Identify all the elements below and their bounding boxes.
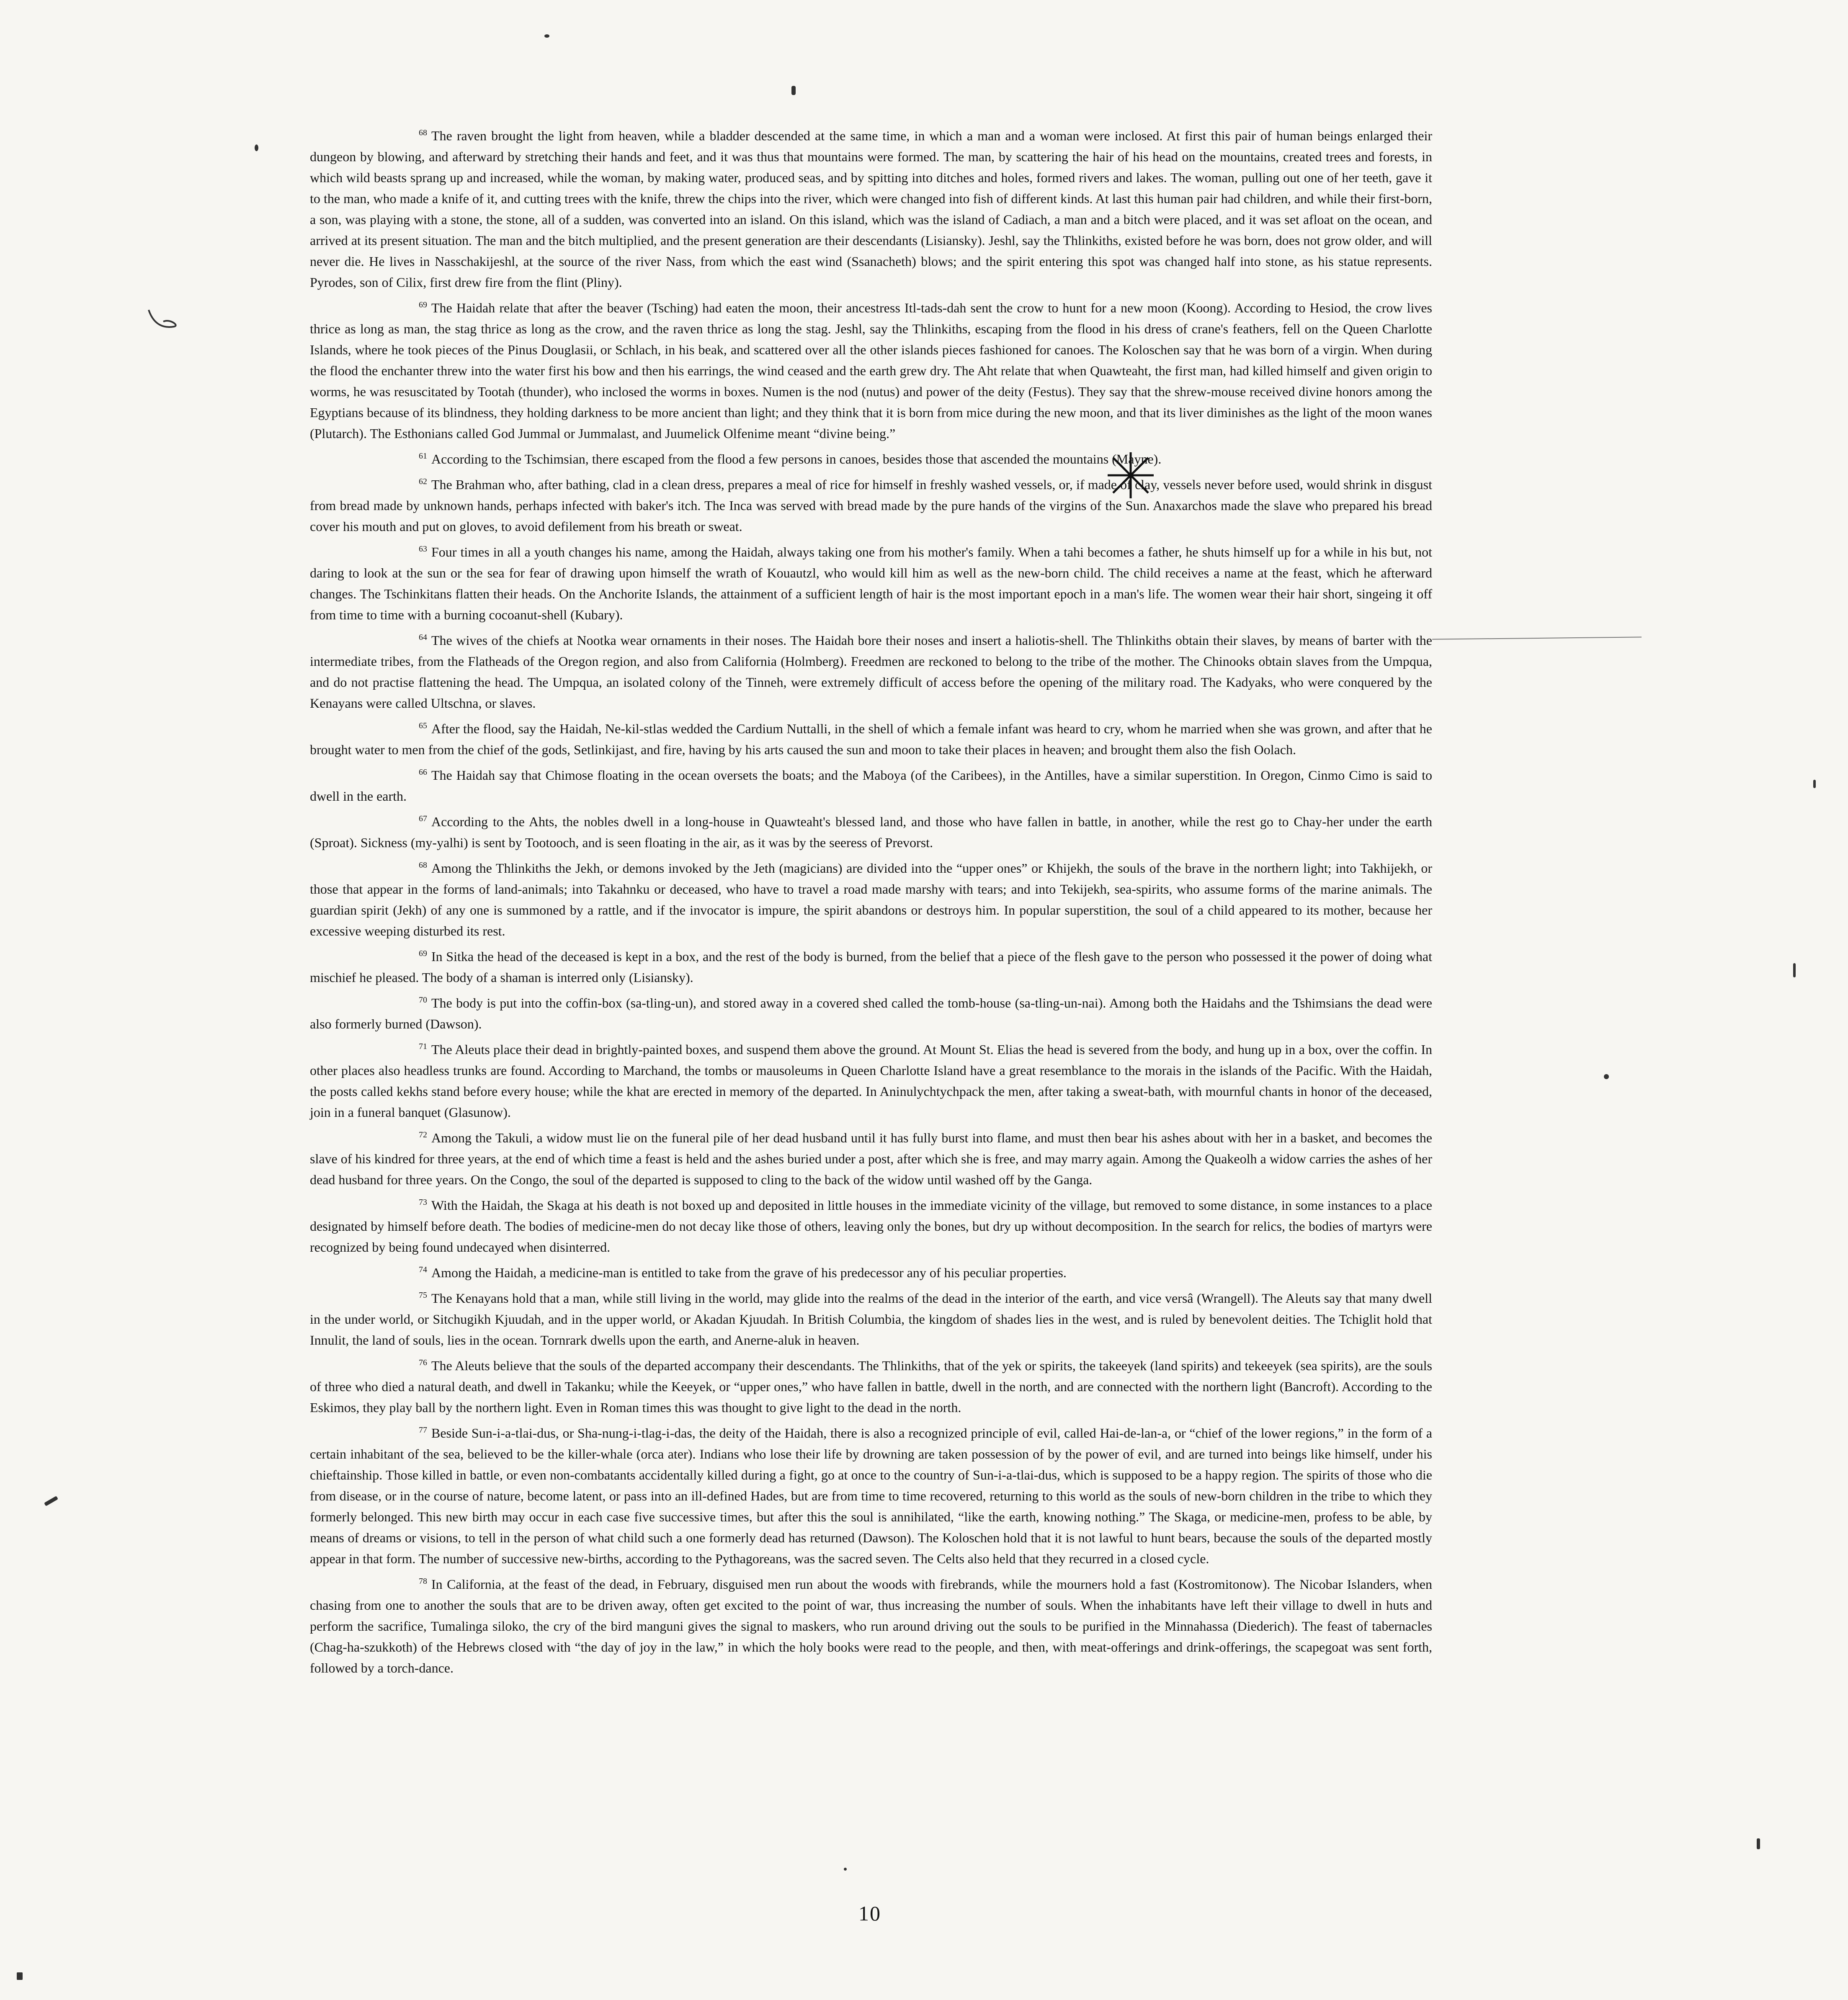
footnote (310, 1352, 1432, 1418)
footnote (310, 1571, 1432, 1678)
footnote-text: Among the Haidah, a medicine-man is entitled to take from the grave of his predecessor any of his peculiar properties. (431, 1265, 1067, 1280)
ink-speck (1793, 963, 1796, 977)
footnote (310, 715, 1432, 760)
footnote-number: 69 (419, 949, 427, 958)
footnote-number: 70 (419, 995, 427, 1005)
ink-speck (1604, 1074, 1609, 1079)
footnote-text: Beside Sun-i-a-tlai-dus, or Sha-nung-i-tlag-i-das, the deity of the Haidah, there is also a recognized principle of evil, called Hai-de-lan-a, or “chief of the lower regions,” in the form of a certain inhabitant of the sea, believed to be the killer-whale (orca ater). Indians who lose their life by drowning are taken possession of by the power of evil, and are turned into beings like himself, under his chieftainship. Those killed in battle, or even non-combatants accidentally killed during a fight, go at once to the country of Sun-i-a-tlai-dus, which is supposed to be a happy region. The spirits of those who die from disease, or in the course of nature, become latent, or pass into an ill-defined Hades, but are from time to time recovered, returning to this world as the souls of new-born children in the tribe to which they formerly belonged. This new birth may occur in each case five successive times, but after this the soul is annihilated, “like the earth, knowing nothing.” The Skaga, or medicine-men, profess to be able, by means of dreams or visions, to tell in the person of what child such a one formerly dead has returned (Dawson). The Koloschen hold that it is not lawful to hunt bears, because the souls of the departed mostly appear in that form. The number of successive new-births, according to the Pythagoreans, was the sacred seven. The Celts also held that they recurred in a closed cycle. (310, 1425, 1432, 1566)
footnote (310, 446, 1432, 469)
footnote-text: The raven brought the light from heaven, while a bladder descended at the same time, in which a man and a woman were inclosed. At first this pair of human beings enlarged their dungeon by blowing, and afterward by stretching their hands and feet, and it was thus that mountains were formed. The man, by scattering the hair of his head on the mountains, created trees and forests, in which wild beasts sprang up and increased, while the woman, by making water, produced seas, and by spitting into ditches and holes, formed rivers and lakes. The woman, pulling out one of her teeth, gave it to the man, who made a knife of it, and cutting trees with the knife, threw the chips into the river, which were changed into fish of different kinds. At last this human pair had children, and while their first-born, a son, was playing with a stone, the stone, all of a sudden, was converted into an island. On this island, which was the island of Cadiach, a man and a bitch were placed, and it was set afloat on the ocean, and arrived at its present situation. The man and the bitch multiplied, and the present generation are their descendants (Lisiansky). Jeshl, say the Thlinkiths, existed before he was born, does not grow older, and will never die. He lives in Nasschakijeshl, at the source of the river Nass, from which the east wind (Ssanacheth) blows; and the spirit entering this spot was changed half into stone, as his statue represents. Pyrodes, son of Cilix, first drew fire from the flint (Pliny). (310, 128, 1432, 290)
footnote (310, 990, 1432, 1034)
footnote-number: 73 (419, 1198, 427, 1207)
footnote-text: Among the Takuli, a widow must lie on the funeral pile of her dead husband until it has fully burst into flame, and must then bear his ashes about with her in a basket, and becomes the slave of his kindred for three years, at the end of which time a feast is held and the ashes buried under a post, after which she is free, and may marry again. Among the Quakeolh a widow carries the ashes of her dead husband for three years. On the Congo, the soul of the departed is supposed to cling to the back of the widow until washed off by the Ganga. (310, 1130, 1432, 1187)
ink-speck (844, 1868, 847, 1871)
footnote (310, 122, 1432, 293)
footnote-number: 68 (419, 861, 427, 870)
footnote (310, 1259, 1432, 1283)
footnotes-column (310, 122, 1432, 1680)
footnote-text: According to the Ahts, the nobles dwell in a long-house in Quawteaht's blessed land, and those who have fallen in battle, in another, while the rest go to Chay-her under the earth (Sproat). Sickness (my-yalhi) is sent by Tootooch, and is seen floating in the air, as it was by the seeress of Prevorst. (310, 814, 1432, 850)
footnote-text: In Sitka the head of the deceased is kept in a box, and the rest of the body is burned, from the belief that a piece of the flesh gave to the person who possessed it the power of doing what mischief he pleased. The body of a shaman is interred only (Lisiansky). (310, 949, 1432, 985)
ink-speck (44, 1496, 58, 1506)
footnote-number: 61 (419, 451, 427, 461)
footnote-text: The Brahman who, after bathing, clad in a clean dress, prepares a meal of rice for himself in freshly washed vessels, or, if made of clay, vessels never before used, would shrink in disgust from bread made by unknown hands, perhaps infected with baker's itch. The Inca was served with bread made by the pure hands of the virgins of the Sun. Anaxarchos made the slave who prepared his bread cover his mouth and put on gloves, to avoid defilement from his breath or sweat. (310, 477, 1432, 534)
footnote-text: The body is put into the coffin-box (sa-tling-un), and stored away in a covered shed called the tomb-house (sa-tling-un-nai). Among both the Haidahs and the Tshimsians the dead were also formerly burned (Dawson). (310, 995, 1432, 1031)
page-number: 10 (858, 1902, 881, 1925)
footnote-number: 67 (419, 814, 427, 823)
footnote-number: 62 (419, 477, 427, 486)
footnote-text: The Haidah relate that after the beaver (Tsching) had eaten the moon, their ancestress Itl-tads-dah sent the crow to hunt for a new moon (Koong). According to Hesiod, the crow lives thrice as long as man, the stag thrice as long as the crow, and the raven thrice as long the stag. Jeshl, say the Thlinkiths, escaping from the flood in his dress of crane's feathers, fell on the Queen Charlotte Islands, where he took pieces of the Pinus Douglasii, or Schlach, in his beak, and scattered over all the other islands pieces fashioned for canoes. The Koloschen say that he was born of a virgin. When during the flood the enchanter threw into the water first his bow and then his earrings, the wind ceased and the earth grew dry. The Aht relate that when Quawteaht, the first man, had killed himself and given origin to worms, he was resuscitated by Tootah (thunder), who inclosed the worms in boxes. Numen is the nod (nutus) and power of the deity (Festus). They say that the shrew-mouse received divine honors among the Egyptians because of its blindness, they holding darkness to be more ancient than light; and they think that it is born from mice during the new moon, and that its liver diminishes as the light of the moon wanes (Plutarch). The Esthonians called God Jummal or Jummalast, and Juumelick Olfenime meant “divine being.” (310, 300, 1432, 441)
footnote-text: Four times in all a youth changes his name, among the Haidah, always taking one from his mother's family. When a tahi becomes a father, he shuts himself up for a while in his but, not daring to look at the sun or the sea for fear of drawing upon himself the wrath of Kouautzl, who would kill him as well as the new-born child. The child receives a name at the feast, which he afterward changes. The Tschinkitans flatten their heads. On the Anchorite Islands, the attainment of a sufficient length of hair is the most important epoch in a man's life. The women wear their hair short, singeing it off from time to time with a burning cocoanut-shell (Kubary). (310, 544, 1432, 622)
footnote-number: 66 (419, 768, 427, 777)
footnote-number: 64 (419, 633, 427, 642)
footnote-text: The Aleuts place their dead in brightly-painted boxes, and suspend them above the ground. At Mount St. Elias the head is severed from the body, and hung up in a box, over the coffin. In other places also headless trunks are found. According to Marchand, the tombs or mausoleums in Queen Charlotte Island have a great resemblance to the morais in the islands of the Pacific. With the Haidah, the posts called kekhs stand before every house; while the khat are erected in memory of the departed. In Aninulychtychpack the men, after taking a sweat-bath, with mournful chants in honor of the deceased, join in a funeral banquet (Glasunow). (310, 1042, 1432, 1120)
footnote-number: 72 (419, 1130, 427, 1139)
ink-speck (544, 34, 549, 38)
footnote-number: 63 (419, 544, 427, 554)
footnote (310, 294, 1432, 444)
footnote-text: After the flood, say the Haidah, Ne-kil-stlas wedded the Cardium Nuttalli, in the shell of which a female infant was heard to cry, whom he married when she was grown, and after that he brought water to men from the chief of the gods, Setlinkijast, and fire, having by his arts caused the sun and moon to take their places in heaven; and brought them also the fish Oolach. (310, 721, 1432, 757)
footnote-number: 71 (419, 1042, 427, 1051)
footnote-text: The Haidah say that Chimose floating in the ocean oversets the boats; and the Maboya (of the Caribees), in the Antilles, have a similar superstition. In Oregon, Cinmo Cimo is said to dwell in the earth. (310, 768, 1432, 804)
footnote (310, 855, 1432, 941)
footnote-text: The wives of the chiefs at Nootka wear ornaments in their noses. The Haidah bore their noses and insert a haliotis-shell. The Thlinkiths obtain their slaves, by means of barter with the intermediate tribes, from the Flatheads of the Oregon region, and also from California (Holmberg). Freedmen are reckoned to belong to the tribe of the mother. The Chinooks obtain slaves from the Umpqua, and do not practise flattening the head. The Umpqua, an isolated colony of the Tinneh, were extremely difficult of access before the opening of the military road. The Kadyaks, who were conquered by the Kenayans were called Ultschna, or slaves. (310, 633, 1432, 711)
ink-speck (17, 1972, 23, 1980)
footnote (310, 1420, 1432, 1569)
ink-speck (791, 86, 796, 95)
footnote (310, 762, 1432, 807)
footnote-text: Among the Thlinkiths the Jekh, or demons invoked by the Jeth (magicians) are divided into the “upper ones” or Khijekh, the souls of the brave in the northern light; into Takhijekh, or those that appear in the forms of land-animals; into Takahnku or deceased, who have to travel a road made marshy with tears; and into Tekijekh, sea-spirits, who assume forms of the marine animals. The guardian spirit (Jekh) of any one is summoned by a rattle, and if the invocator is impure, the spirit abandons or destroys him. In popular superstition, the soul of a child appeared to its mother, because her excessive weeping disturbed its rest. (310, 861, 1432, 938)
footnote (310, 1192, 1432, 1258)
footnote-number: 65 (419, 721, 427, 730)
footnote-number: 75 (419, 1291, 427, 1300)
ink-speck (1757, 1838, 1760, 1849)
footnote (310, 1036, 1432, 1123)
footnote (310, 1285, 1432, 1351)
footnote (310, 471, 1432, 537)
footnote-number: 74 (419, 1265, 427, 1274)
footnote-text: According to the Tschimsian, there escaped from the flood a few persons in canoes, besides those that ascended the mountains (Mayne). (431, 451, 1162, 466)
footnote-text: With the Haidah, the Skaga at his death is not boxed up and deposited in little houses in the immediate vicinity of the village, but removed to some distance, in some instances to a place designated by himself before death. The bodies of medicine-men do not decay like those of others, leaving only the bones, but dry up without decomposition. In the search for relics, the bodies of martyrs were recognized by being found undecayed when disinterred. (310, 1198, 1432, 1255)
footnote-number: 78 (419, 1577, 427, 1586)
footnote (310, 1124, 1432, 1190)
ink-speck (1813, 780, 1816, 788)
footnote-text: In California, at the feast of the dead, in February, disguised men run about the woods with firebrands, while the mourners hold a fast (Kostromitonow). The Nicobar Islanders, when chasing from one to another the souls that are to be driven away, often get excited to the point of war, thus increasing the number of souls. When the inhabitants have left their village to dwell in huts and perform the sacrifice, Tumalinga siloko, the cry of the bird manguni gives the signal to maskers, who run around driving out the souls to be purified in the Minnahassa (Diederich). The feast of tabernacles (Chag-ha-szukkoth) of the Hebrews closed with “the day of joy in the law,” in which the holy books were read to the people, and then, with meat-offerings and drink-offerings, the scapegoat was sent forth, followed by a torch-dance. (310, 1577, 1432, 1675)
footnote-number: 68 (419, 128, 427, 137)
footnote-text: The Aleuts believe that the souls of the departed accompany their descendants. The Thlinkiths, that of the yek or spirits, the takeeyek (land spirits) and tekeeyek (sea spirits), are the souls of three who died a natural death, and dwell in Takanku; while the Keeyek, or “upper ones,” who have fallen in battle, dwell in the north, and are connected with the northern light (Bancroft). According to the Eskimos, they play ball by the northern light. Even in Roman times this was thought to give light to the dead in the north. (310, 1358, 1432, 1415)
footnote (310, 808, 1432, 853)
ink-speck (255, 144, 258, 151)
footnote-number: 76 (419, 1358, 427, 1367)
footnote (310, 539, 1432, 625)
footnote-text: The Kenayans hold that a man, while still living in the world, may glide into the realms of the dead in the interior of the earth, and vice versâ (Wrangell). The Aleuts say that many dwell in the under world, or Sitchugikh Kjuudah, and in the upper world, or Akadan Kjuudah. In British Columbia, the kingdom of shades lies in the west, and is ruled by benevolent deities. The Tchiglit hold that Innulit, the land of souls, lies in the ocean. Tornrark dwells upon the earth, and Anerne-aluk in heaven. (310, 1291, 1432, 1348)
footnote-number: 77 (419, 1425, 427, 1435)
pencil-scribble-icon (144, 306, 182, 335)
footnote-number: 69 (419, 300, 427, 309)
footnote (310, 627, 1432, 714)
stray-rule-line (1432, 637, 1642, 639)
footnote (310, 943, 1432, 988)
